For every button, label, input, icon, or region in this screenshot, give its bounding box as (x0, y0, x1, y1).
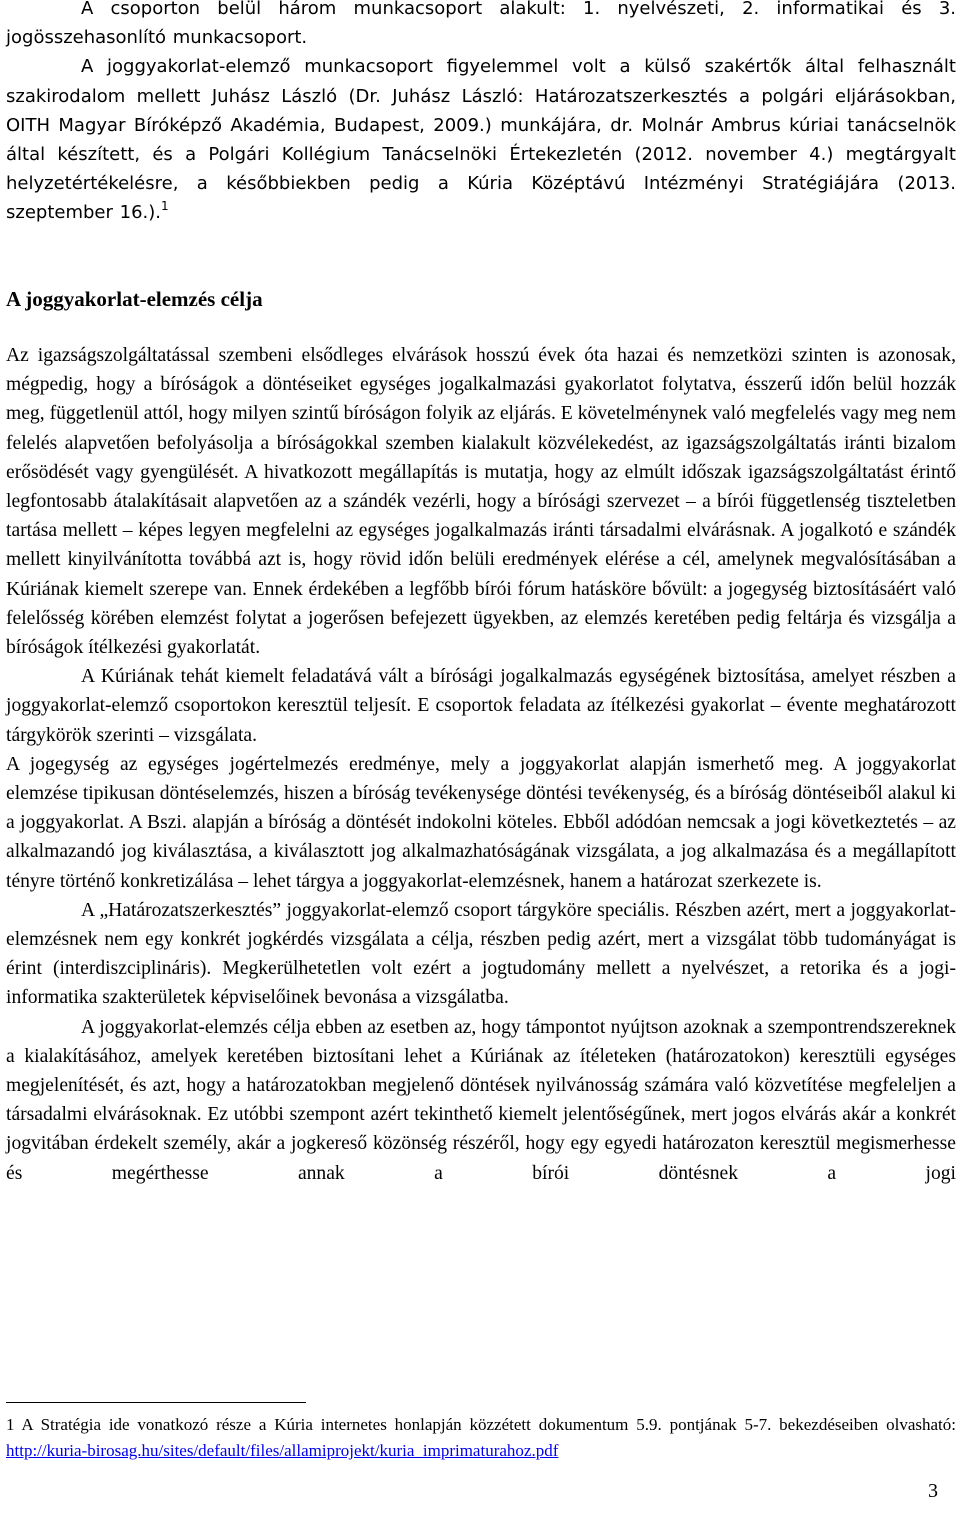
section-paragraph-3: A jogegység az egységes jogértelmezés eredménye, mely a joggyakorlat alapján ismerhető meg. A joggyakorlat elemzése tipikusan döntéselemzés, hiszen a bíróság tevékenysége döntési tevékenység, és a bíróság döntéseiből alakul ki a joggyakorlat. A Bszi. alapján a bíróság a döntését indokolni köteles. Ebből adódóan nemcsak a jogi következtetés – az alkalmazandó jog kiválasztása, a kiválasztott jog alkalmazhatóságának vizsgálata, a jog alkalmazása és a megállapított tényre történő konkretizálása – lehet tárgya a joggyakorlat-elemzésnek, hanem a határozat szerkezete is. (6, 753, 956, 892)
intro-block (6, 0, 956, 228)
intro-paragraph-2-text: A joggyakorlat-elemző munkacsoport figyelemmel volt a külső szakértők által felhasznált szakirodalom mellett Juhász László (Dr. Juhász László: Határozatszerkesztés a polgári eljárásokban, OITH Magyar Bíróképző Akadémia, Budapest, 2009.) munkájára, dr. Molnár Ambrus kúriai tanácselnök által készített, és a Polgári Kollégium Tanácselnöki Értekezletén (2012. november 4.) megtárgyalt helyzetértékelésre, a későbbiekben pedig a Kúria Középtávú Intézményi Stratégiájára (2013. szeptember 16.). (6, 56, 956, 224)
section-paragraph-2: A Kúriának tehát kiemelt feladatává vált a bírósági jogalkalmazás egységének biztosítása, amelyet részben a joggyakorlat-elemző csoportokon keresztül teljesít. E csoportok feladata az ítélkezési gyakorlat – évente meghatározott tárgykörök szerinti – vizsgálata. (6, 666, 956, 746)
footnote-reference[interactable]: 1 (160, 199, 169, 214)
page-number: 3 (928, 1480, 938, 1502)
footnote-text: A Stratégia ide vonatkozó része a Kúria internetes honlapján közzétett dokumentum 5.9. pontjának 5-7. bekezdéseiben olvasható: (21, 1415, 957, 1434)
section-heading: A joggyakorlat-elemzés célja (6, 287, 263, 311)
intro-paragraph-2 (6, 52, 956, 227)
footnote (6, 1412, 956, 1464)
section-body (6, 341, 956, 1188)
footnote-separator (6, 1402, 306, 1403)
section-paragraph-5: A joggyakorlat-elemzés célja ebben az esetben az, hogy támpontot nyújtson azoknak a szempontrendszereknek a kialakításához, amelyek keretében biztosítani lehet a Kúriának az ítéleteken (határozatokon) keresztüli egységes megjelenítését, és azt, hogy a határozatokban megjelenő döntések nyilvánosság számára való közvetítése megfeleljen a társadalmi elvárásoknak. Ez utóbbi szempont azért tekinthető kiemelt jelentőségűnek, mert jogos elvárás akár a konkrét jogvitában érdekelt személy, akár a jogkereső közönség részéről, hogy egy egyedi határozaton keresztül megismerhesse és megérthesse annak a bírói döntésnek a jogi (6, 1016, 956, 1184)
section-paragraph-4: A „Határozatszerkesztés” joggyakorlat-elemző csoport tárgyköre speciális. Részben azért, mert a joggyakorlat-elemzésnek nem egy konkrét jogkérdés vizsgálata a célja, részben pedig azért, mert a vizsgálat több tudományágat is érint (interdiszciplináris). Megkerülhetetlen volt ezért a jogtudomány mellett a nyelvészet, a retorika és a jogi-informatika szakterületek képviselőinek bevonása a vizsgálatba. (6, 899, 956, 1009)
intro-paragraph-1: A csoporton belül három munkacsoport alakult: 1. nyelvészeti, 2. informatikai és 3. jogösszehasonlító munkacsoport. (6, 0, 956, 49)
footnote-number: 1 (6, 1415, 15, 1434)
section-paragraph-1: Az igazságszolgáltatással szembeni elsődleges elvárások hosszú évek óta hazai és nemzetközi szinten is azonosak, mégpedig, hogy a bíróságok a döntéseiket egységes jogalkalmazási gyakorlatot folytatva, ésszerű időn belül hozzák meg, függetlenül attól, hogy milyen szintű bíróságon folyik az eljárás. E követelménynek való megfelelés vagy meg nem felelés alapvetően befolyásolja a bíróságokkal szemben kialakult közvélekedést, az igazságszolgáltatás iránti bizalom erősödését vagy gyengülését. A hivatkozott megállapítás is mutatja, hogy az elmúlt időszak igazságszolgáltatást érintő legfontosabb átalakításait alapvetően az a szándék vezérli, hogy a bírósági szervezet – a bírói függetlenség tiszteletben tartása mellett – képes legyen megfelelni az egységes jogalkalmazás iránti társadalmi elvárásnak. A jogalkotó e szándék mellett kinyilvánította továbbá azt is, hogy rövid időn belüli eredmények elérése a cél, amelynek megvalósításában a Kúriának kiemelt szerepe van. Ennek érdekében a legfőbb bírói fórum hatásköre bővült: a jogegység biztosításáért való felelősség körében elemzést folytat a jogerősen befejezett ügyekben, az elemzés keretében pedig feltárja és vizsgálja a bíróságok ítélkezési gyakorlatát. (6, 345, 956, 659)
footnote-link[interactable]: http://kuria-birosag.hu/sites/default/files/allamiprojekt/kuria_imprimaturahoz.pdf (6, 1441, 559, 1460)
